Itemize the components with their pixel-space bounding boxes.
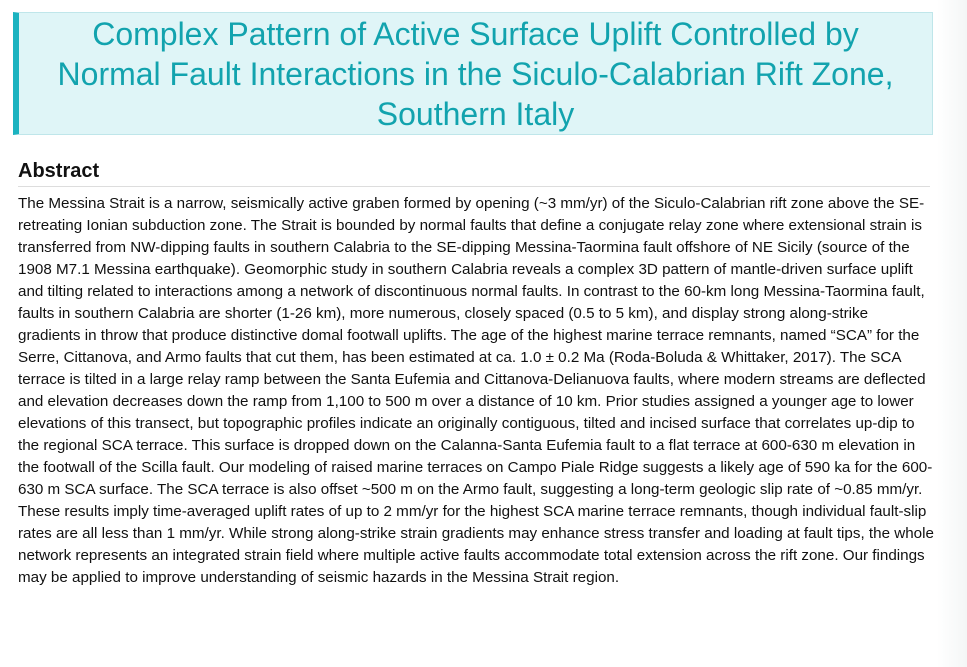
abstract-text: The Messina Strait is a narrow, seismically active graben formed by opening (~3 mm/yr) of the Siculo-Calabrian rift zone above the SE-retreating Ionian subduction zone. The Strait is bounded by normal faults that define a conjugate relay zone where extensional strain is transferred from NW-dipping faults in southern Calabria to the SE-dipping Messina-Taormina fault offshore of NE Sicily (source of the 1908 M7.1 Messina earthquake). Geomorphic study in southern Calabria reveals a complex 3D pattern of mantle-driven surface uplift and tilting related to interactions among a network of discontinuous normal faults. In contrast to the 60-km long Messina-Taormina fault, faults in southern Calabria are shorter (1-26 km), more numerous, closely spaced (0.5 to 5 km), and display strong along-strike gradients in throw that produce distinctive domal footwall uplifts. The age of the highest marine terrace remnants, named “SCA” for the Serre, Cittanova, and Armo faults that cut them, has been estimated at ca. 1.0 ± 0.2 Ma (Roda-Boluda & Whittaker, 2017). The SCA terrace is tilted in a large relay ramp between the Santa Eufemia and Cittanova-Delianuova faults, where modern streams are deflected and elevation decreases down the ramp from 1,100 to 500 m over a distance of 10 km. Prior studies assigned a younger age to lower elevations of this transect, but topographic profiles indicate an originally contiguous, tilted and incised surface that correlates up-dip to the regional SCA terrace. This surface is dropped down on the Calanna-Santa Eufemia fault to a flat terrace at 600-630 m elevation in the footwall of the Scilla fault. Our modeling of raised marine terraces on Campo Piale Ridge suggests a likely age of 590 ka for the 600-630 m SCA surface. The SCA terrace is also offset ~500 m on the Armo fault, suggesting a long-term geologic slip rate of ~0.85 mm/yr. These results imply time-averaged uplift rates of up to 2 mm/yr for the highest SCA marine terrace remnants, though individual fault-slip rates are all less than 1 mm/yr. While strong along-strike strain gradients may enhance stress transfer and loading at fault tips, the whole network represents an integrated strain field where multiple active faults accommodate total extension across the rift zone. Our findings may be applied to improve understanding of seismic hazards in the Messina Strait region.	[18, 195, 934, 586]
abstract-heading: Abstract	[18, 160, 100, 182]
page-edge-decoration	[937, 0, 967, 667]
section-divider	[18, 186, 930, 187]
title-box	[13, 12, 933, 135]
paper-title: Complex Pattern of Active Surface Uplift Controlled by Normal Fault Interactions in the Siculo-Calabrian Rift Zone, Southern Italy	[57, 15, 894, 132]
